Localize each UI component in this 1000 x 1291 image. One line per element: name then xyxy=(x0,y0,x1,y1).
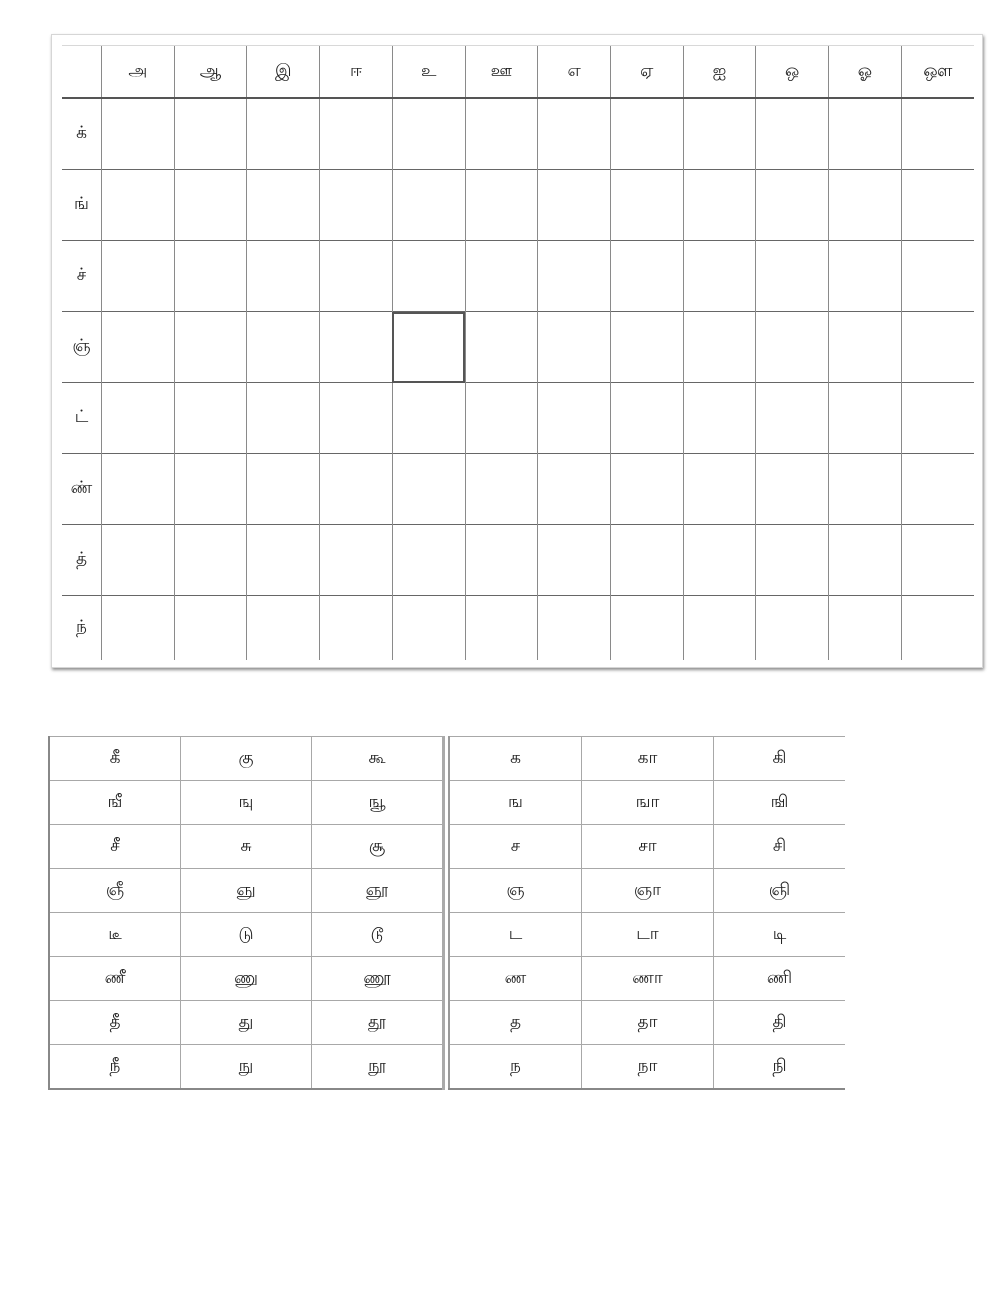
vowel-header: ஔ xyxy=(901,46,974,99)
drop-cell[interactable] xyxy=(610,312,683,383)
syllable-tile[interactable]: ணி xyxy=(714,957,846,1001)
syllable-tile[interactable]: ஙி xyxy=(714,781,846,825)
drop-cell[interactable] xyxy=(102,383,175,454)
syllable-tile[interactable]: டீ xyxy=(49,913,181,957)
syllable-tile[interactable]: ஞி xyxy=(714,869,846,913)
drop-cell[interactable] xyxy=(683,241,756,312)
syllable-tile[interactable]: டூ xyxy=(312,913,444,957)
drop-cell[interactable] xyxy=(683,383,756,454)
syllable-tile[interactable]: சீ xyxy=(49,825,181,869)
syllable-table-right xyxy=(448,736,845,1090)
syllable-tile[interactable]: தூ xyxy=(312,1001,444,1045)
syllable-row xyxy=(49,913,444,957)
syllable-tile[interactable]: து xyxy=(181,1001,312,1045)
drop-cell[interactable] xyxy=(392,241,465,312)
syllable-tile[interactable]: தா xyxy=(582,1001,714,1045)
syllable-row xyxy=(449,869,845,913)
vowel-header: ஓ xyxy=(829,46,902,99)
syllable-tile[interactable]: தீ xyxy=(49,1001,181,1045)
drop-cell[interactable] xyxy=(829,596,902,661)
syllable-tile[interactable]: ச xyxy=(449,825,582,869)
consonant-row xyxy=(62,170,974,241)
drop-cell[interactable] xyxy=(683,454,756,525)
syllable-tile[interactable]: கா xyxy=(582,737,714,781)
drop-cell[interactable] xyxy=(610,98,683,170)
drop-cell[interactable] xyxy=(610,596,683,661)
syllable-tile[interactable]: ஞூ xyxy=(312,869,444,913)
syllable-tile[interactable]: கூ xyxy=(312,737,444,781)
drop-cell[interactable] xyxy=(901,312,974,383)
drop-cell[interactable] xyxy=(901,170,974,241)
syllable-row xyxy=(49,737,444,781)
drop-cell[interactable] xyxy=(610,170,683,241)
consonant-row xyxy=(62,596,974,661)
drop-cell[interactable] xyxy=(538,98,611,170)
syllable-tile[interactable]: தி xyxy=(714,1001,846,1045)
syllable-tile[interactable]: ஞு xyxy=(181,869,312,913)
drop-cell[interactable] xyxy=(247,312,320,383)
drop-cell[interactable] xyxy=(829,454,902,525)
drop-cell[interactable] xyxy=(756,170,829,241)
drop-cell[interactable] xyxy=(465,170,538,241)
drop-cell[interactable] xyxy=(829,525,902,596)
syllable-row xyxy=(49,957,444,1001)
vowel-header: இ xyxy=(247,46,320,99)
drop-cell[interactable] xyxy=(829,383,902,454)
drop-cell[interactable] xyxy=(392,525,465,596)
vowel-header: ஏ xyxy=(610,46,683,99)
syllable-row xyxy=(49,781,444,825)
drop-cell[interactable] xyxy=(538,312,611,383)
syllable-row xyxy=(449,781,845,825)
syllable-row xyxy=(49,869,444,913)
drop-cell[interactable] xyxy=(756,454,829,525)
drop-cell[interactable] xyxy=(320,525,393,596)
vowel-header-row xyxy=(62,46,974,99)
drop-cell[interactable] xyxy=(465,98,538,170)
syllable-tile[interactable]: டா xyxy=(582,913,714,957)
consonant-row xyxy=(62,454,974,525)
consonant-header: ச் xyxy=(62,241,102,312)
syllable-tile[interactable]: ஞீ xyxy=(49,869,181,913)
drop-cell[interactable] xyxy=(683,312,756,383)
syllable-tile[interactable]: ணூ xyxy=(312,957,444,1001)
consonant-header: த் xyxy=(62,525,102,596)
drop-cell[interactable] xyxy=(392,596,465,661)
syllable-row xyxy=(449,1045,845,1090)
drop-cell[interactable] xyxy=(174,596,247,661)
syllable-tile[interactable]: ணீ xyxy=(49,957,181,1001)
drop-cell[interactable] xyxy=(465,525,538,596)
drop-cell[interactable] xyxy=(392,98,465,170)
syllable-tile[interactable]: த xyxy=(449,1001,582,1045)
vowel-header: உ xyxy=(392,46,465,99)
drop-cell[interactable] xyxy=(102,170,175,241)
vowel-header: ஆ xyxy=(174,46,247,99)
consonant-row xyxy=(62,525,974,596)
drop-cell[interactable] xyxy=(247,596,320,661)
syllable-tile[interactable]: ஙா xyxy=(582,781,714,825)
drop-cell[interactable] xyxy=(538,525,611,596)
drop-cell[interactable] xyxy=(538,170,611,241)
drop-cell[interactable] xyxy=(538,383,611,454)
drop-cell[interactable] xyxy=(174,98,247,170)
consonant-header: ஞ் xyxy=(62,312,102,383)
drop-cell[interactable] xyxy=(538,596,611,661)
syllable-tile[interactable]: ட xyxy=(449,913,582,957)
vowel-header: ஈ xyxy=(320,46,393,99)
syllable-row xyxy=(449,957,845,1001)
drop-cell[interactable] xyxy=(247,525,320,596)
drop-cell[interactable] xyxy=(829,170,902,241)
syllable-tile[interactable]: ந xyxy=(449,1045,582,1090)
drop-cell[interactable] xyxy=(392,312,465,383)
syllable-tile[interactable]: கி xyxy=(714,737,846,781)
drop-cell[interactable] xyxy=(829,241,902,312)
drop-cell[interactable] xyxy=(320,383,393,454)
drop-cell[interactable] xyxy=(610,383,683,454)
consonant-header: ண் xyxy=(62,454,102,525)
drop-cell[interactable] xyxy=(465,454,538,525)
consonant-row xyxy=(62,312,974,383)
syllable-row xyxy=(49,1001,444,1045)
drop-cell[interactable] xyxy=(465,596,538,661)
drop-cell[interactable] xyxy=(320,98,393,170)
drop-cell[interactable] xyxy=(901,98,974,170)
drop-cell[interactable] xyxy=(683,170,756,241)
drop-cell[interactable] xyxy=(901,454,974,525)
drop-cell[interactable] xyxy=(901,596,974,661)
drop-cell[interactable] xyxy=(756,596,829,661)
drop-cell[interactable] xyxy=(392,170,465,241)
drop-cell[interactable] xyxy=(102,98,175,170)
drop-cell[interactable] xyxy=(756,241,829,312)
drop-cell[interactable] xyxy=(174,312,247,383)
drop-cell[interactable] xyxy=(756,98,829,170)
syllable-tile[interactable]: சி xyxy=(714,825,846,869)
drop-cell[interactable] xyxy=(392,454,465,525)
vowel-header: ஊ xyxy=(465,46,538,99)
drop-cell[interactable] xyxy=(174,241,247,312)
drop-cell[interactable] xyxy=(247,383,320,454)
consonant-header: ந் xyxy=(62,596,102,661)
drop-cell[interactable] xyxy=(538,241,611,312)
syllable-row xyxy=(449,1001,845,1045)
drop-cell[interactable] xyxy=(610,454,683,525)
syllable-tile[interactable]: நு xyxy=(181,1045,312,1090)
syllable-tile[interactable]: சா xyxy=(582,825,714,869)
drop-cell[interactable] xyxy=(756,525,829,596)
syllable-tile[interactable]: கு xyxy=(181,737,312,781)
syllable-tile[interactable]: டு xyxy=(181,913,312,957)
syllable-tile[interactable]: கீ xyxy=(49,737,181,781)
drop-cell[interactable] xyxy=(102,312,175,383)
syllable-tile[interactable]: ணா xyxy=(582,957,714,1001)
drop-cell[interactable] xyxy=(901,241,974,312)
syllable-tile[interactable]: நூ xyxy=(312,1045,444,1090)
syllable-row xyxy=(449,825,845,869)
syllable-tile[interactable]: ஙூ xyxy=(312,781,444,825)
syllable-tile[interactable]: நா xyxy=(582,1045,714,1090)
syllable-tile[interactable]: ஙு xyxy=(181,781,312,825)
syllable-tile[interactable]: நி xyxy=(714,1045,846,1090)
syllable-tile[interactable]: ஞ xyxy=(449,869,582,913)
consonant-row xyxy=(62,241,974,312)
syllable-tile[interactable]: டி xyxy=(714,913,846,957)
syllable-table-left xyxy=(48,736,445,1090)
drop-cell[interactable] xyxy=(465,312,538,383)
syllable-row xyxy=(449,737,845,781)
drop-cell[interactable] xyxy=(756,312,829,383)
syllable-tables xyxy=(48,736,845,1090)
drop-cell[interactable] xyxy=(829,312,902,383)
drop-cell[interactable] xyxy=(247,98,320,170)
drop-cell[interactable] xyxy=(901,383,974,454)
drop-cell[interactable] xyxy=(756,383,829,454)
drop-cell[interactable] xyxy=(102,596,175,661)
consonant-header: ட் xyxy=(62,383,102,454)
syllable-tile[interactable]: ண xyxy=(449,957,582,1001)
drop-cell[interactable] xyxy=(174,383,247,454)
drop-cell[interactable] xyxy=(320,170,393,241)
drop-cell[interactable] xyxy=(610,241,683,312)
drop-cell[interactable] xyxy=(538,454,611,525)
drop-cell[interactable] xyxy=(174,454,247,525)
syllable-tile[interactable]: நீ xyxy=(49,1045,181,1090)
syllable-tile[interactable]: ணு xyxy=(181,957,312,1001)
syllable-tile[interactable]: ஙீ xyxy=(49,781,181,825)
syllable-tile[interactable]: க xyxy=(449,737,582,781)
drop-cell[interactable] xyxy=(247,241,320,312)
drop-cell[interactable] xyxy=(829,98,902,170)
drop-cell[interactable] xyxy=(610,525,683,596)
vowel-header: ஐ xyxy=(683,46,756,99)
drop-cell[interactable] xyxy=(320,596,393,661)
vowel-header: அ xyxy=(102,46,175,99)
drop-cell[interactable] xyxy=(901,525,974,596)
consonant-header: க் xyxy=(76,123,87,143)
drop-cell[interactable] xyxy=(683,98,756,170)
drop-cell[interactable] xyxy=(102,525,175,596)
consonant-row xyxy=(62,383,974,454)
drop-cell[interactable] xyxy=(683,596,756,661)
drop-cell[interactable] xyxy=(102,454,175,525)
drop-cell[interactable] xyxy=(247,454,320,525)
uyirmei-grid-card xyxy=(51,34,983,668)
consonant-row xyxy=(62,98,974,170)
drop-cell[interactable] xyxy=(683,525,756,596)
drop-cell[interactable] xyxy=(392,383,465,454)
vowel-header: ஒ xyxy=(756,46,829,99)
drop-cell[interactable] xyxy=(247,170,320,241)
syllable-row xyxy=(449,913,845,957)
syllable-tile[interactable]: ங xyxy=(449,781,582,825)
drop-cell[interactable] xyxy=(102,241,175,312)
drop-cell[interactable] xyxy=(320,241,393,312)
syllable-row xyxy=(49,825,444,869)
uyirmei-grid xyxy=(62,45,974,660)
syllable-tile[interactable]: ஞா xyxy=(582,869,714,913)
drop-cell[interactable] xyxy=(320,312,393,383)
drop-cell[interactable] xyxy=(174,170,247,241)
drop-cell[interactable] xyxy=(465,383,538,454)
syllable-tile[interactable]: சு xyxy=(181,825,312,869)
drop-cell[interactable] xyxy=(465,241,538,312)
vowel-header: எ xyxy=(538,46,611,99)
drop-cell[interactable] xyxy=(174,525,247,596)
corner-cell xyxy=(62,46,102,99)
drop-cell[interactable] xyxy=(320,454,393,525)
consonant-header: ங் xyxy=(62,170,102,241)
syllable-row xyxy=(49,1045,444,1090)
syllable-tile[interactable]: சூ xyxy=(312,825,444,869)
